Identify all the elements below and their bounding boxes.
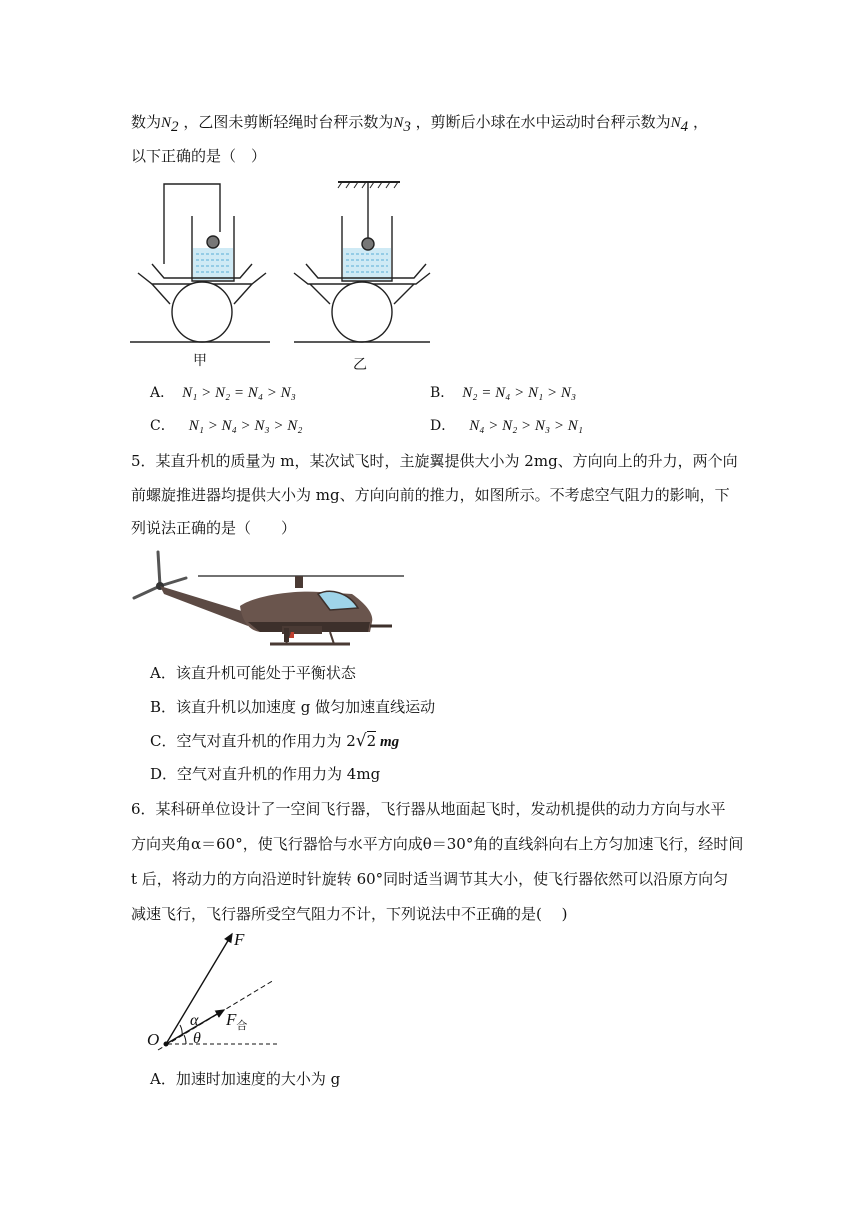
q4-intro-d: ， bbox=[692, 113, 708, 131]
q6-line4: 减速飞行，飞行器所受空气阻力不计，下列说法中不正确的是( ) bbox=[131, 905, 568, 923]
q4-n3: N bbox=[393, 115, 404, 131]
q4-intro-a: 数为 bbox=[131, 113, 162, 131]
q4-n2: N bbox=[161, 115, 172, 131]
q4-option-b-text: N₂ = N₄ > N₁ > N₃ bbox=[462, 385, 577, 401]
q5-option-c-radicand: 2 bbox=[366, 732, 377, 750]
q4-intro-c: ，剪断后小球在水中运动时台秤示数为 bbox=[415, 113, 671, 131]
q4-intro-b: ，乙图未剪断轻绳时台秤示数为 bbox=[183, 113, 394, 131]
label-F-he-sub: 合 bbox=[236, 1019, 248, 1033]
q5-option-c-text: C．空气对直升机的作用力为 2 bbox=[150, 732, 356, 750]
q4-n4-sub: 4 bbox=[680, 119, 689, 135]
label-F-he-main: F bbox=[226, 1010, 237, 1029]
q5-option-b[interactable]: B．该直升机以加速度 g 做匀加速直线运动 bbox=[150, 698, 436, 716]
scale-yi-drawing bbox=[294, 182, 430, 342]
q5-option-a[interactable]: A．该直升机可能处于平衡状态 bbox=[150, 664, 356, 682]
sqrt-sign: √ bbox=[355, 731, 367, 751]
label-yi: 乙 bbox=[353, 357, 367, 373]
q4-n3-sub: 3 bbox=[403, 119, 411, 135]
q6-option-a[interactable]: A．加速时加速度的大小为 g bbox=[150, 1070, 341, 1088]
q4-option-b-label: B． bbox=[430, 385, 455, 401]
q6-line2: 方向夹角α＝60°，使飞行器恰与水平方向成θ＝30°角的直线斜向右上方匀加速飞行，经时间 bbox=[131, 835, 744, 853]
label-F: F bbox=[234, 930, 245, 949]
label-jia: 甲 bbox=[193, 353, 207, 369]
q5-option-c-unit: mg bbox=[376, 734, 400, 750]
scale-jia-drawing bbox=[130, 184, 270, 342]
q4-option-c-label: C． bbox=[150, 418, 175, 434]
q4-line2: 以下正确的是（ ） bbox=[131, 147, 267, 165]
q4-option-d-text: N₄ > N₂ > N₃ > N₁ bbox=[469, 418, 583, 434]
q4-n2-sub: 2 bbox=[171, 119, 179, 135]
q5-option-c[interactable] bbox=[150, 731, 399, 752]
q4-option-d[interactable] bbox=[430, 416, 583, 436]
q4-option-c[interactable] bbox=[150, 416, 302, 436]
q5-line1: 5．某直升机的质量为 m，某次试飞时，主旋翼提供大小为 2mg、方向向上的升力，两个向 bbox=[131, 452, 738, 470]
force-diagram bbox=[140, 924, 290, 1054]
label-F-he bbox=[226, 1010, 247, 1033]
label-O: O bbox=[147, 1030, 160, 1049]
q4-option-a-label: A． bbox=[150, 385, 175, 401]
q4-option-d-label: D． bbox=[430, 418, 456, 434]
q4-intro-line bbox=[131, 112, 708, 137]
scales-figure bbox=[130, 176, 440, 376]
q4-n4: N bbox=[670, 115, 681, 131]
q5-line3: 列说法正确的是（ ） bbox=[131, 519, 297, 537]
q5-line2: 前螺旋推进器均提供大小为 mg、方向向前的推力，如图所示。不考虑空气阻力的影响，下 bbox=[131, 486, 730, 504]
q4-option-c-text: N₁ > N₄ > N₃ > N₂ bbox=[188, 418, 303, 434]
q5-option-d[interactable]: D．空气对直升机的作用力为 4mg bbox=[150, 765, 381, 783]
q6-line1: 6．某科研单位设计了一空间飞行器，飞行器从地面起飞时，发动机提供的动力方向与水平 bbox=[131, 800, 726, 818]
q4-option-a[interactable] bbox=[150, 383, 296, 403]
q4-option-b[interactable] bbox=[430, 383, 576, 403]
label-theta: θ bbox=[193, 1030, 201, 1047]
q6-line3: t 后，将动力的方向沿逆时针旋转 60°同时适当调节其大小，使飞行器依然可以沿原方向匀 bbox=[131, 870, 729, 888]
helicopter-image bbox=[130, 548, 410, 653]
label-alpha: α bbox=[190, 1012, 199, 1029]
q4-option-a-text: N₁ > N₂ = N₄ > N₃ bbox=[182, 385, 296, 401]
